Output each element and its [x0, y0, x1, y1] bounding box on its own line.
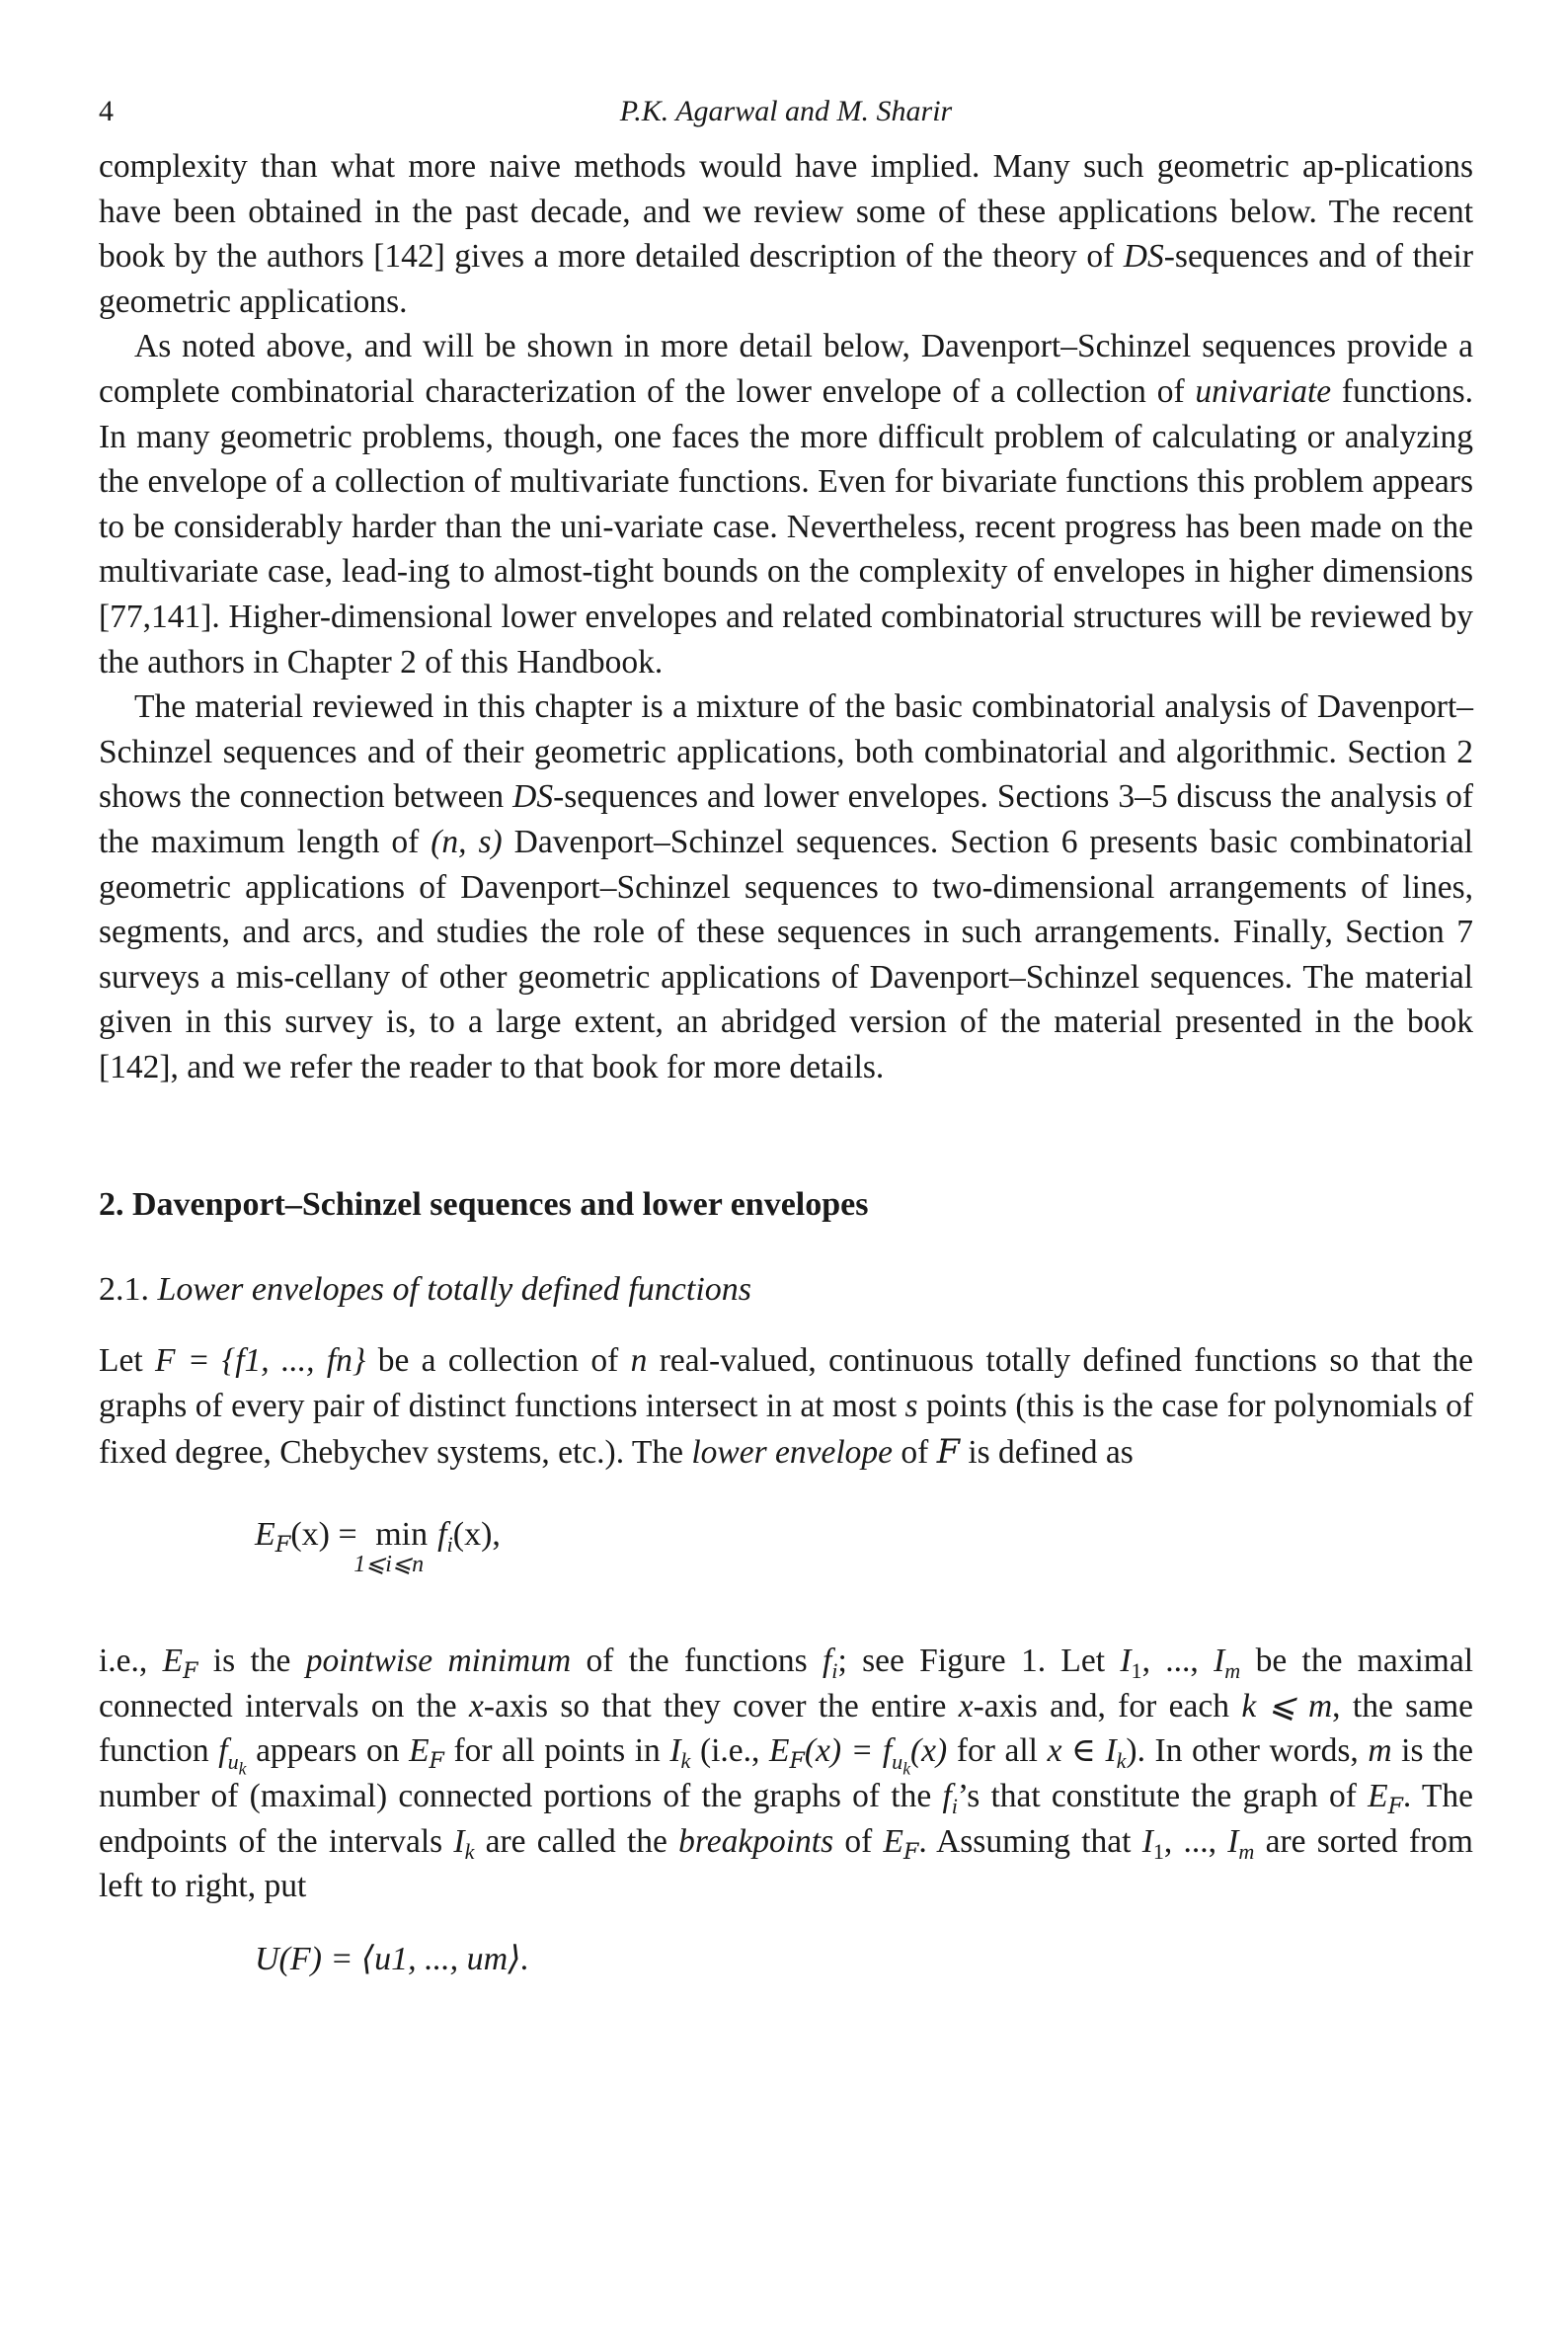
sequence-equation: U(F) = ⟨u1, ..., um⟩. — [255, 1940, 529, 1977]
subsection-heading: 2.1. Lower envelopes of totally defined functions — [99, 1271, 752, 1309]
definition-paragraph: Let F = {f1, ..., fn} be a collection of n real-valued, continuous totally defined functions so that the graphs of every pair of distinct functions intersect in at most s points (this is the case for polynomials of fixed degree, Chebychev systems, etc.). The lower envelope of F is defined as — [99, 1342, 1473, 1471]
envelope-equation: $E_F(x) = \min$ 1⩽i⩽n $f_i(x)$, — [255, 1516, 501, 1578]
page-number: 4 — [99, 95, 114, 127]
section-heading: 2. Davenport–Schinzel sequences and lower envelopes — [99, 1186, 869, 1224]
intro-paragraph-1: complexity than what more naive methods would have implied. Many such geometric ap-plications have been obtained in the past decade, and we review some of these applications below. The recent book by the authors [142] gives a more detailed description of the theory of DS-sequences and of their geometric applications. — [99, 148, 1473, 320]
breakpoints-paragraph: i.e., $E_F$ is the pointwise minimum of the functions $f_i$; see Figure 1. Let $I_1$, ..., $I_m$ be the maximal connected intervals on the x-axis so that they cover the entire x-axis and, for each k ⩽ m, the same function $f_{u_k}$ appears on $E_F$ for all points in $I_k$ (i.e., $E_F(x) = f_{u_k}(x)$ for all x ∈ $I_k$). In other words, m is the number of (maximal) connected portions of the graphs of the $f_i’s$ that constitute the graph of $E_F$. The endpoints of the intervals $I_k$ are called the breakpoints of $E_F$. Assuming that $I_1$, ..., $I_m$ are sorted from left to right, put — [99, 1643, 1474, 1905]
intro-paragraph-2: As noted above, and will be shown in more detail below, Davenport–Schinzel sequences provide a complete combinatorial characterization of the lower envelope of a collection of univariate functions. In many geometric problems, though, one faces the more difficult problem of calculating or analyzing the envelope of a collection of multivariate functions. Even for bivariate functions this problem appears to be considerably harder than the uni-variate case. Nevertheless, recent progress has been made on the multivariate case, lead-ing to almost-tight bounds on the complexity of envelopes in higher dimensions [77,141]. Higher-dimensional lower envelopes and related combinatorial structures will be reviewed by the authors in Chapter 2 of this Handbook. — [99, 328, 1473, 681]
intro-paragraph-3: The material reviewed in this chapter is a mixture of the basic combinatorial analysis of Davenport–Schinzel sequences and of their geometric applications, both combinatorial and algorithmic. Section 2 shows the connection between DS-sequences and lower envelopes. Sections 3–5 discuss the analysis of the maximum length of (n, s) Davenport–Schinzel sequences. Section 6 presents basic combinatorial geometric applications of Davenport–Schinzel sequences to two-dimensional arrangements of lines, segments, and arcs, and studies the role of these sequences in such arrangements. Finally, Section 7 surveys a mis-cellany of other geometric applications of Davenport–Schinzel sequences. The material given in this survey is, to a large extent, an abridged version of the material presented in the book [142], and we refer the reader to that book for more details. — [99, 688, 1473, 1085]
running-head: P.K. Agarwal and M. Sharir — [619, 95, 953, 127]
page-header — [99, 59, 1473, 127]
page — [99, 59, 1473, 1978]
